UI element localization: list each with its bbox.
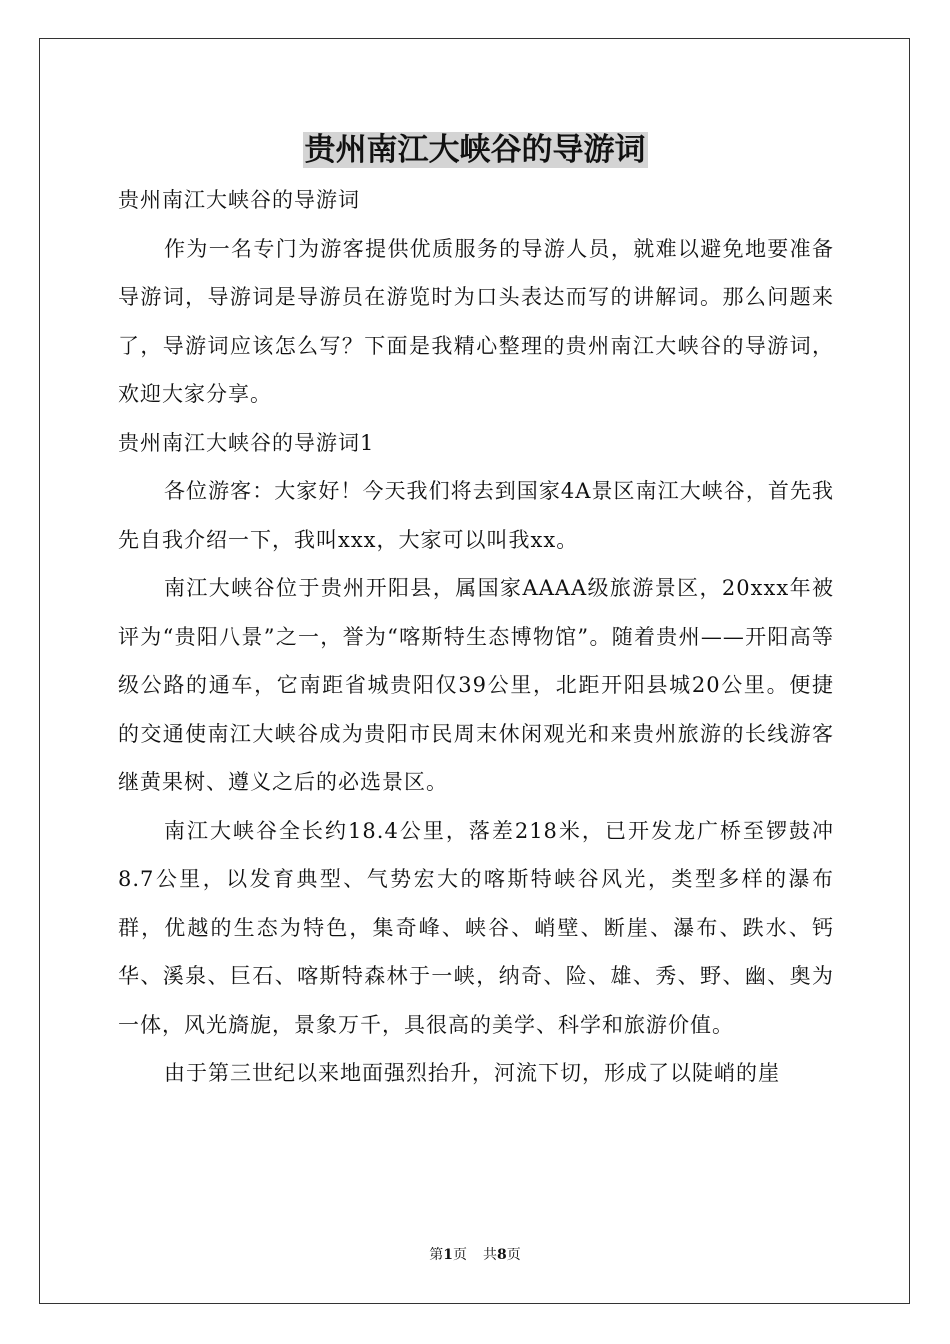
document-body: [118, 176, 834, 1098]
page-current: 1: [443, 1247, 453, 1263]
paragraph-0: 贵州南江大峡谷的导游词: [118, 188, 360, 212]
paragraph-3: 各位游客：大家好！今天我们将去到国家4A景区南江大峡谷，首先我先自我介绍一下，我叫xxx，大家可以叫我xx。: [118, 479, 834, 552]
total-suffix: 页: [506, 1247, 521, 1263]
paragraph-1: 作为一名专门为游客提供优质服务的导游人员，就难以避免地要准备导游词，导游词是导游员在游览时为口头表达而写的讲解词。那么问题来了，导游词应该怎么写？下面是我精心整理的贵州南江大峡谷的导游词，欢迎大家分享。: [118, 236, 834, 406]
page-footer: [0, 1245, 950, 1265]
paragraph-4: 南江大峡谷位于贵州开阳县，属国家AAAA级旅游景区，20xxx年被评为“贵阳八景”之一，誉为“喀斯特生态博物馆”。随着贵州——开阳高等级公路的通车，它南距省城贵阳仅39公里，北距开阳县城20公里。便捷的交通使南江大峡谷成为贵阳市民周末休闲观光和来贵州旅游的长线游客继黄果树、遵义之后的必选景区。: [118, 576, 834, 794]
page-suffix: 页: [453, 1247, 467, 1263]
page-total: 8: [497, 1247, 507, 1263]
document-title-text: 贵州南江大峡谷的导游词: [304, 132, 646, 168]
paragraph-6: 由于第三世纪以来地面强烈抬升，河流下切，形成了以陡峭的崖: [164, 1061, 780, 1085]
page-prefix: 第: [429, 1247, 444, 1263]
document-title: [0, 128, 950, 172]
paragraph-5: 南江大峡谷全长约18.4公里，落差218米，已开发龙广桥至锣鼓冲8.7公里，以发育典型、气势宏大的喀斯特峡谷风光，类型多样的瀑布群，优越的生态为特色，集奇峰、峡谷、峭壁、断崖、瀑布、跌水、钙华、溪泉、巨石、喀斯特森林于一峡，纳奇、险、雄、秀、野、幽、奥为一体，风光旖旎，景象万千，具很高的美学、科学和旅游价值。: [118, 818, 834, 1037]
paragraph-2: 贵州南江大峡谷的导游词1: [118, 430, 375, 455]
total-prefix: 共: [483, 1247, 497, 1263]
